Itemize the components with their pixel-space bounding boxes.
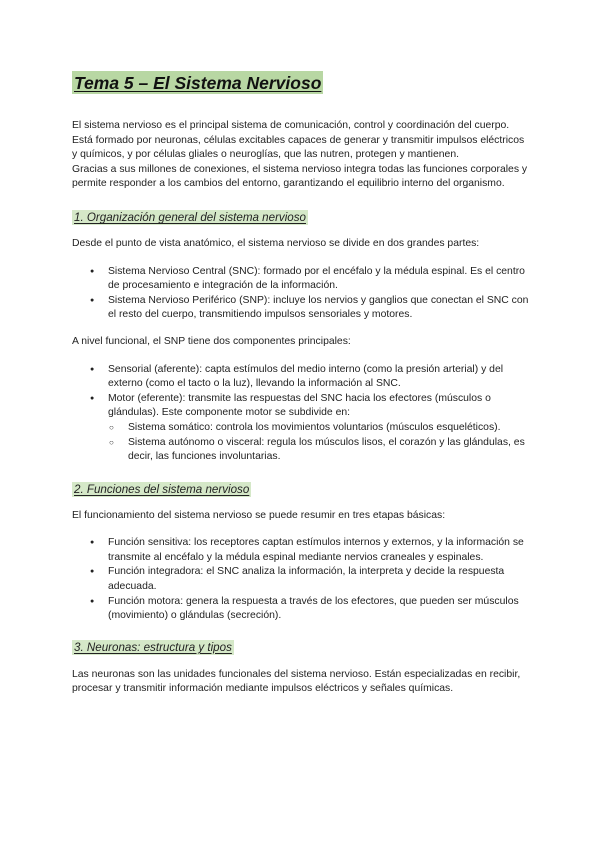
list-item-motor xyxy=(108,392,532,465)
intro-paragraph-2: Gracias a sus millones de conexiones, el sistema nervioso integra todas las funciones corporales y permite responder a los cambios del entorno, garantizando el equilibrio interno del organismo. xyxy=(72,163,528,190)
anatomic-parts-list xyxy=(72,265,532,323)
motor-sublist xyxy=(108,421,532,465)
list-item-motora: ● Función motora: genera la respuesta a través de los efectores, que pueden ser músculos (movimiento) o glándulas (secreción). xyxy=(108,595,532,624)
list-item-integradora: ● Función integradora: el SNC analiza la información, la interpreta y decide la respuesta adecuada. xyxy=(108,565,532,594)
list-item-snp: ● Sistema Nervioso Periférico (SNP): incluye los nervios y ganglios que conectan el SNC con el resto del cuerpo, transmitiendo impulsos sensoriales y motores. xyxy=(108,294,532,323)
section1-paragraph-1: Desde el punto de vista anatómico, el sistema nervioso se divide en dos grandes partes: xyxy=(72,237,480,249)
snp-components-list xyxy=(72,363,532,465)
sublist-item-somatico: ○ Sistema somático: controla los movimientos voluntarios (músculos esqueléticos). xyxy=(128,421,532,436)
section2-paragraph-1: El funcionamiento del sistema nervioso se puede resumir en tres etapas básicas: xyxy=(72,509,446,521)
section-heading-funciones: 2. Funciones del sistema nervioso xyxy=(74,482,250,496)
list-item-snc: ● Sistema Nervioso Central (SNC): formado por el encéfalo y la médula espinal. Es el centro de procesamiento e integración de la información. xyxy=(108,265,532,294)
intro-paragraph-1: El sistema nervioso es el principal sistema de comunicación, control y coordinación del cuerpo. Está formado por neuronas, células excitables capaces de generar y transmitir impulsos eléctricos y químicos, y por células gliales o neuroglías, que las nutren, protegen y mantienen. xyxy=(72,120,525,161)
section-heading-neuronas: 3. Neuronas: estructura y tipos xyxy=(74,640,232,654)
section-heading-organizacion: 1. Organización general del sistema nervioso xyxy=(74,210,306,224)
list-item-sensorial: ● Sensorial (aferente): capta estímulos del medio interno (como la presión arterial) y del externo (como el tacto o la luz), llevando la información al SNC. xyxy=(108,363,532,392)
list-item-motor-text: Motor (eferente): transmite las respuestas del SNC hacia los efectores (músculos o glándulas). Este componente motor se subdivide en: xyxy=(108,392,491,419)
document-title: Tema 5 – El Sistema Nervioso xyxy=(74,73,322,93)
section1-paragraph-2: A nivel funcional, el SNP tiene dos componentes principales: xyxy=(72,335,351,347)
sublist-item-autonomo: ○ Sistema autónomo o visceral: regula los músculos lisos, el corazón y las glándulas, es decir, las funciones involuntarias. xyxy=(128,436,532,465)
functions-list xyxy=(72,536,532,624)
document-content xyxy=(72,71,532,697)
section3-paragraph-1: Las neuronas son las unidades funcionales del sistema nervioso. Están especializadas en recibir, procesar y transmitir información mediante impulsos eléctricos y señales químicas. xyxy=(72,668,521,695)
list-item-sensitiva: ● Función sensitiva: los receptores captan estímulos internos y externos, y la información se transmite al encéfalo y la médula espinal mediante nervios craneales y espinales. xyxy=(108,536,532,565)
